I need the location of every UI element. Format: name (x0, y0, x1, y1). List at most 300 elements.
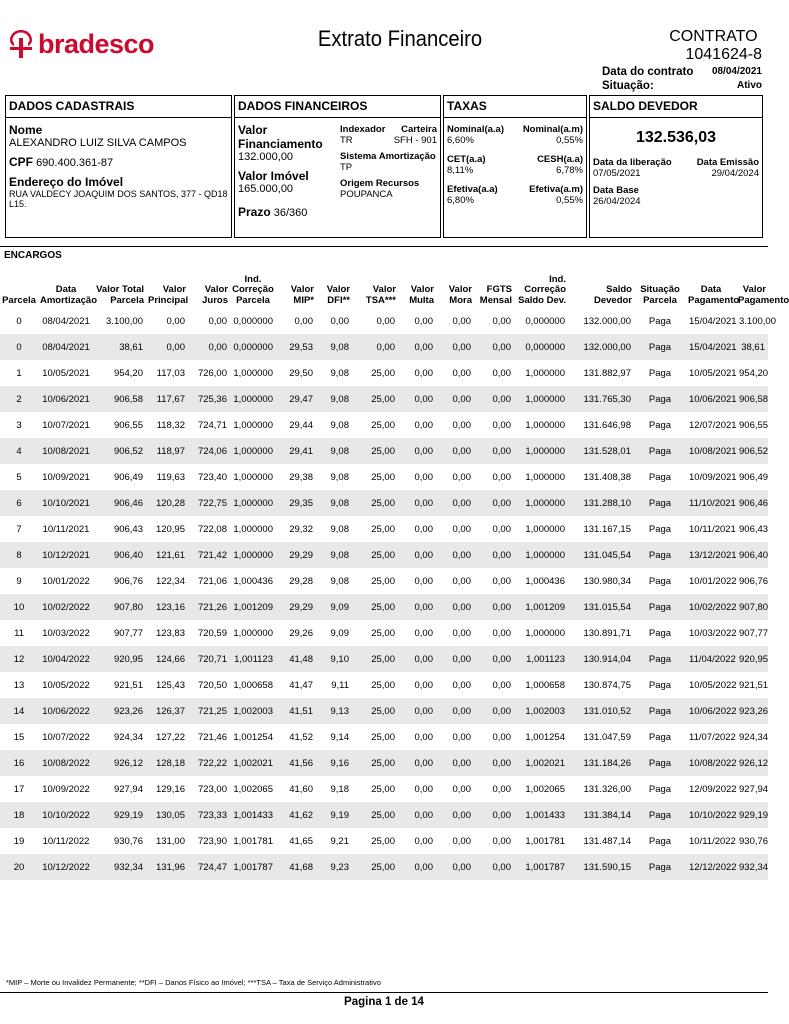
table-cell: 0,00 (414, 835, 433, 847)
table-cell: 0,00 (474, 542, 514, 568)
table-cell: 1,000658 (233, 679, 273, 691)
table-row (0, 698, 768, 724)
property-label: Valor Imóvel (238, 169, 309, 183)
table-cell: 926,12 (94, 750, 146, 776)
table-cell: 9,16 (316, 750, 352, 776)
table-cell: 41,62 (276, 802, 316, 828)
table-cell: 0 (0, 334, 38, 360)
origin-value: POUPANCA (340, 189, 393, 200)
table-cell: 131.487,14 (583, 835, 631, 847)
dados-financeiros-heading: DADOS FINANCEIROS (235, 96, 440, 118)
table-cell: 1,001123 (230, 646, 276, 672)
column-header: Valor DFI** (326, 284, 350, 306)
table-cell: 1,000000 (230, 386, 276, 412)
table-cell: 29,32 (289, 523, 313, 535)
contract-status-row (602, 80, 762, 92)
table-cell: 41,47 (289, 679, 313, 691)
table-cell: 123,83 (155, 627, 185, 639)
table-cell: 720,59 (197, 627, 227, 639)
table-cell: 906,40 (94, 542, 146, 568)
table-cell: 14 (0, 698, 38, 724)
table-cell: 724,71 (197, 419, 227, 431)
table-cell: 117,67 (146, 386, 188, 412)
table-cell: 120,95 (155, 523, 185, 535)
table-cell: 118,97 (146, 438, 188, 464)
table-cell: 38,61 (94, 334, 146, 360)
column-header: Valor Juros (202, 284, 228, 306)
column-header: Saldo Devedor (593, 284, 632, 306)
table-cell: 954,20 (113, 367, 143, 379)
saldo-devedor-heading: SALDO DEVEDOR (590, 96, 762, 118)
bradesco-logo (6, 24, 154, 64)
table-cell: 0,00 (474, 438, 514, 464)
nominal-am-value: 0,55% (556, 135, 583, 146)
table-cell: 1,002065 (233, 783, 273, 795)
table-cell: 0,00 (398, 334, 436, 360)
table-cell: 19 (13, 835, 25, 847)
release-date-label: Data da liberação (593, 157, 672, 168)
table-cell: 1,000000 (230, 438, 276, 464)
table-cell: 9,21 (330, 835, 349, 847)
table-cell: 131.015,54 (568, 594, 634, 620)
table-cell: 38,61 (736, 334, 768, 360)
table-cell: 0,00 (452, 471, 471, 483)
table-cell: 25,00 (371, 679, 395, 691)
table-cell: 122,34 (155, 575, 185, 587)
table-cell: 0,00 (398, 594, 436, 620)
table-cell: 11/10/2021 (686, 490, 736, 516)
table-row (0, 802, 768, 828)
table-cell: 9,08 (316, 542, 352, 568)
term-value: 36/360 (273, 207, 308, 219)
table-cell: 10/10/2021 (38, 490, 94, 516)
table-cell: 0,00 (452, 783, 471, 795)
table-cell: 721,26 (188, 594, 230, 620)
table-cell: 906,49 (113, 471, 143, 483)
table-cell: 131.408,38 (583, 471, 631, 483)
table-row (0, 568, 768, 594)
table-cell: 9,10 (316, 646, 352, 672)
table-cell: Paga (648, 575, 672, 587)
base-date-value: 26/04/2024 (593, 196, 641, 207)
table-cell: 0,00 (474, 854, 514, 880)
taxas-heading: TAXAS (444, 96, 586, 118)
table-cell: 724,47 (188, 854, 230, 880)
table-cell: 932,34 (94, 854, 146, 880)
column-header: Data Pagamento (688, 284, 740, 306)
cesh-label: CESH(a.a) (537, 154, 583, 165)
column-header: Valor Pagamento (738, 284, 789, 306)
financing-label: Valor Financiamento (238, 123, 323, 151)
table-cell: 25,00 (371, 835, 395, 847)
table-cell: 0,00 (452, 627, 471, 639)
table-row (0, 854, 768, 880)
table-cell: 124,66 (146, 646, 188, 672)
efetiva-aa-value: 6,80% (447, 195, 474, 206)
table-cell: 0,00 (452, 523, 471, 535)
table-cell: 1,000000 (525, 523, 565, 535)
table-cell: 9,23 (316, 854, 352, 880)
property-value: 165.000,00 (238, 183, 294, 195)
table-cell: 0 (16, 315, 22, 327)
term-label: Prazo (238, 205, 271, 219)
encargos-section (0, 246, 789, 880)
table-cell: 131.882,97 (583, 367, 631, 379)
table-cell: 1,000000 (514, 542, 568, 568)
table-cell: 13 (13, 679, 25, 691)
table-row (0, 308, 768, 334)
table-cell: 10/08/2021 (686, 438, 736, 464)
table-cell: 117,03 (156, 367, 185, 379)
table-cell: 906,52 (736, 438, 768, 464)
table-cell: 10/05/2021 (689, 367, 737, 379)
table-cell: 906,58 (94, 386, 146, 412)
table-cell: 131.528,01 (568, 438, 634, 464)
contract-status-label: Situação: (602, 80, 654, 92)
table-cell: 1,000000 (514, 438, 568, 464)
cpf-value: 690.400.361-87 (36, 157, 114, 169)
table-cell: 0,00 (492, 835, 511, 847)
table-cell: 920,95 (736, 646, 768, 672)
table-cell: 131.184,26 (568, 750, 634, 776)
table-cell: 2 (0, 386, 38, 412)
table-cell: 10/12/2021 (38, 542, 94, 568)
nominal-aa-value: 6,60% (447, 135, 474, 146)
table-cell: 0,00 (452, 575, 471, 587)
table-cell: 0,00 (492, 523, 511, 535)
table-cell: 0,00 (398, 542, 436, 568)
table-cell: 29,38 (289, 471, 313, 483)
table-cell: 6 (0, 490, 38, 516)
table-row (0, 542, 768, 568)
table-cell: 11/04/2022 (686, 646, 736, 672)
table-cell: 929,19 (736, 802, 768, 828)
table-cell: 25,00 (371, 627, 395, 639)
table-cell: 10/01/2022 (42, 575, 90, 587)
table-cell: 25,00 (371, 783, 395, 795)
table-cell: 12/09/2022 (689, 783, 737, 795)
table-cell: 907,80 (736, 594, 768, 620)
table-cell: 11 (14, 627, 24, 639)
table-cell: Paga (648, 471, 672, 483)
column-header: Valor MIP* (290, 284, 314, 306)
table-cell: 723,40 (197, 471, 227, 483)
cet-label: CET(a.a) (447, 154, 486, 165)
table-cell: 10/02/2022 (38, 594, 94, 620)
table-cell: 0,00 (436, 854, 474, 880)
taxas-section (443, 95, 587, 238)
table-cell: 0,00 (474, 334, 514, 360)
table-cell: Paga (634, 386, 686, 412)
table-cell: 9,08 (316, 386, 352, 412)
table-cell: 29,47 (276, 386, 316, 412)
cesh-value: 6,78% (556, 165, 583, 176)
table-cell: 131.010,52 (568, 698, 634, 724)
cet-value: 8,11% (447, 165, 474, 176)
table-cell: 930,76 (113, 835, 143, 847)
column-header: Ind. Correção Parcela (232, 273, 274, 306)
table-cell: 0,00 (398, 386, 436, 412)
table-cell: 907,77 (739, 627, 769, 639)
table-cell: 906,76 (113, 575, 143, 587)
table-cell: 10/02/2022 (686, 594, 736, 620)
table-cell: 10/06/2022 (38, 698, 94, 724)
table-cell: Paga (634, 334, 686, 360)
emission-date-value: 29/04/2024 (711, 168, 759, 179)
table-cell: 25,00 (371, 471, 395, 483)
table-cell: 0,00 (474, 646, 514, 672)
saldo-devedor-value: 132.536,03 (635, 129, 717, 146)
table-cell: 0,00 (414, 627, 433, 639)
column-header: Valor Principal (148, 284, 189, 306)
table-cell: 923,26 (736, 698, 768, 724)
table-cell: 131.646,98 (583, 419, 631, 431)
efetiva-am-value: 0,55% (556, 195, 583, 206)
table-cell: 10/01/2022 (689, 575, 737, 587)
table-cell: 10/10/2022 (686, 802, 736, 828)
table-cell: 10/09/2021 (689, 471, 737, 483)
address-value: RUA VALDECY JOAQUIM DOS SANTOS, 377 - QD18 L15. (9, 189, 228, 209)
contract-date-row (602, 66, 762, 78)
table-cell: 10/07/2022 (42, 731, 90, 743)
table-cell: 29,29 (276, 542, 316, 568)
table-cell: 8 (0, 542, 38, 568)
column-header: Situação Parcela (640, 284, 680, 306)
table-cell: 127,22 (155, 731, 185, 743)
table-cell: 0,00 (436, 750, 474, 776)
table-row (0, 516, 768, 542)
encargos-table (0, 264, 789, 880)
table-cell: 41,68 (276, 854, 316, 880)
table-row (0, 620, 768, 646)
table-cell: Paga (634, 854, 686, 880)
table-cell: 907,77 (113, 627, 143, 639)
table-row (0, 438, 768, 464)
table-cell: 1,000000 (525, 419, 565, 431)
table-cell: 9,09 (316, 594, 352, 620)
table-cell: 9,13 (316, 698, 352, 724)
saldo-devedor-section (589, 95, 763, 238)
table-cell: Paga (634, 698, 686, 724)
table-cell: 125,43 (155, 679, 185, 691)
table-cell: 720,50 (197, 679, 227, 691)
table-cell: 1,000000 (525, 471, 565, 483)
table-cell: 0,00 (414, 419, 433, 431)
table-cell: 1,002065 (525, 783, 565, 795)
table-cell: 25,00 (352, 698, 398, 724)
table-cell: 10/08/2022 (686, 750, 736, 776)
table-cell: 921,51 (739, 679, 769, 691)
table-cell: 0,00 (492, 731, 511, 743)
table-cell: 131,00 (155, 835, 185, 847)
wallet-value: SFH - 901 (393, 135, 437, 146)
table-cell: 10/10/2022 (38, 802, 94, 828)
table-cell: Paga (634, 750, 686, 776)
table-cell: 1,000000 (525, 627, 565, 639)
table-cell: 10/03/2022 (689, 627, 737, 639)
table-cell: 927,94 (739, 783, 769, 795)
table-cell: 41,48 (276, 646, 316, 672)
table-cell: 0,000000 (514, 334, 568, 360)
table-cell: Paga (634, 802, 686, 828)
table-cell: 906,55 (113, 419, 143, 431)
table-cell: 29,50 (289, 367, 313, 379)
page-number: Pagina 1 de 14 (344, 996, 424, 1008)
table-cell: 9,18 (330, 783, 349, 795)
table-cell: 930,76 (739, 835, 769, 847)
table-cell: 10/07/2021 (42, 419, 90, 431)
dados-cadastrais-heading: DADOS CADASTRAIS (6, 96, 231, 118)
table-cell: 906,40 (736, 542, 768, 568)
table-cell: 3 (16, 419, 22, 431)
table-cell: 0,00 (398, 698, 436, 724)
table-cell: 1,001781 (233, 835, 273, 847)
table-cell: Paga (634, 646, 686, 672)
table-cell: 9,08 (330, 367, 349, 379)
address-label: Endereço do Imóvel (9, 175, 124, 189)
table-cell: 25,00 (371, 731, 395, 743)
table-row (0, 828, 768, 854)
table-cell: 18 (0, 802, 38, 828)
table-cell: 130.891,71 (583, 627, 631, 639)
table-cell: 906,46 (736, 490, 768, 516)
table-cell: 132.000,00 (568, 334, 634, 360)
table-cell: 10/05/2022 (42, 679, 90, 691)
table-cell: 15/04/2021 (689, 315, 737, 327)
table-cell: Paga (648, 315, 672, 327)
table-cell: 1,000000 (230, 542, 276, 568)
table-cell: 1,001254 (233, 731, 273, 743)
table-row (0, 412, 768, 438)
table-cell: 128,18 (146, 750, 188, 776)
table-cell: 0,000000 (233, 315, 273, 327)
table-cell: 0,00 (398, 490, 436, 516)
name-value: ALEXANDRO LUIZ SILVA CAMPOS (9, 137, 187, 149)
table-cell: 29,41 (276, 438, 316, 464)
bradesco-tree-icon (6, 26, 36, 62)
table-cell: 130.874,75 (583, 679, 631, 691)
table-cell: 0,00 (376, 315, 395, 327)
table-cell: 10/11/2021 (42, 523, 90, 535)
table-cell: 0,00 (414, 367, 433, 379)
table-cell: 0,00 (414, 679, 433, 691)
table-cell: 29,44 (289, 419, 313, 431)
financing-value: 132.000,00 (238, 151, 294, 163)
table-cell: 25,00 (352, 646, 398, 672)
table-cell: 12/07/2021 (689, 419, 737, 431)
table-cell: 924,34 (739, 731, 769, 743)
table-cell: 13/12/2021 (686, 542, 736, 568)
table-cell: 0,00 (436, 438, 474, 464)
table-cell: 12/12/2022 (686, 854, 736, 880)
table-row (0, 334, 768, 360)
table-cell: 0,00 (452, 315, 471, 327)
table-cell: 1,001123 (514, 646, 568, 672)
table-cell: 25,00 (352, 386, 398, 412)
table-cell: 0,00 (398, 854, 436, 880)
table-cell: 906,46 (94, 490, 146, 516)
table-cell: 25,00 (352, 542, 398, 568)
index-value: TR (340, 135, 353, 146)
table-cell: 722,08 (197, 523, 227, 535)
table-cell: 1,002021 (230, 750, 276, 776)
table-cell: 41,60 (289, 783, 313, 795)
dados-financeiros-section (234, 95, 441, 238)
table-cell: 41,52 (289, 731, 313, 743)
table-cell: 1,000000 (525, 367, 565, 379)
column-header: Ind. Correção Saldo Dev. (518, 273, 566, 306)
table-cell: Paga (634, 490, 686, 516)
table-cell: 723,90 (197, 835, 227, 847)
amort-value: TP (340, 162, 353, 173)
table-cell: 1,001209 (230, 594, 276, 620)
table-cell: 921,51 (113, 679, 143, 691)
table-cell: 924,34 (113, 731, 143, 743)
cpf-label: CPF (9, 155, 33, 169)
table-cell: 9,11 (331, 679, 349, 691)
table-cell: 0,00 (474, 594, 514, 620)
table-cell: Paga (648, 731, 672, 743)
emission-date-label: Data Emissão (696, 157, 759, 168)
table-cell: 11/07/2022 (689, 731, 736, 743)
table-cell: 25,00 (371, 523, 395, 535)
table-cell: 25,00 (371, 367, 395, 379)
table-cell: 130,05 (146, 802, 188, 828)
amort-label: Sistema Amortização (340, 151, 436, 162)
table-cell: 0,00 (452, 679, 471, 691)
table-cell: 721,06 (197, 575, 227, 587)
table-cell: 25,00 (371, 419, 395, 431)
table-cell: 9,08 (316, 490, 352, 516)
table-cell: 721,46 (197, 731, 227, 743)
table-cell: 1,000000 (233, 627, 273, 639)
table-cell: Paga (634, 438, 686, 464)
table-cell: 1,002003 (514, 698, 568, 724)
encargos-body (0, 308, 776, 880)
table-row (0, 724, 768, 750)
contract-date-value: 08/04/2021 (711, 66, 762, 77)
table-cell: 15 (13, 731, 25, 743)
table-cell: 130.914,04 (568, 646, 634, 672)
table-cell: 0,00 (492, 783, 511, 795)
table-cell: 9,19 (316, 802, 352, 828)
column-header: Valor TSA*** (365, 284, 396, 306)
table-cell: 929,19 (94, 802, 146, 828)
table-cell: 926,12 (736, 750, 768, 776)
table-cell: 9,08 (330, 575, 349, 587)
table-row (0, 360, 768, 386)
table-cell: 0,00 (474, 802, 514, 828)
table-cell: 722,75 (188, 490, 230, 516)
release-date-value: 07/05/2021 (593, 168, 641, 179)
table-cell: 1,000000 (233, 367, 273, 379)
table-cell: 0,00 (352, 334, 398, 360)
table-cell: 131,96 (146, 854, 188, 880)
table-cell: 1,000000 (514, 490, 568, 516)
table-cell: 1,000000 (233, 419, 273, 431)
table-cell: 123,16 (146, 594, 188, 620)
contract-label: CONTRATO (669, 28, 758, 45)
table-cell: 25,00 (352, 854, 398, 880)
table-cell: 10/11/2021 (689, 523, 736, 535)
table-cell: 1,001787 (230, 854, 276, 880)
table-cell: 9,08 (316, 438, 352, 464)
contract-number: 1041624-8 (685, 46, 762, 63)
table-cell: 25,00 (371, 575, 395, 587)
table-cell: 10/06/2021 (38, 386, 94, 412)
table-row (0, 386, 768, 412)
table-row (0, 464, 768, 490)
